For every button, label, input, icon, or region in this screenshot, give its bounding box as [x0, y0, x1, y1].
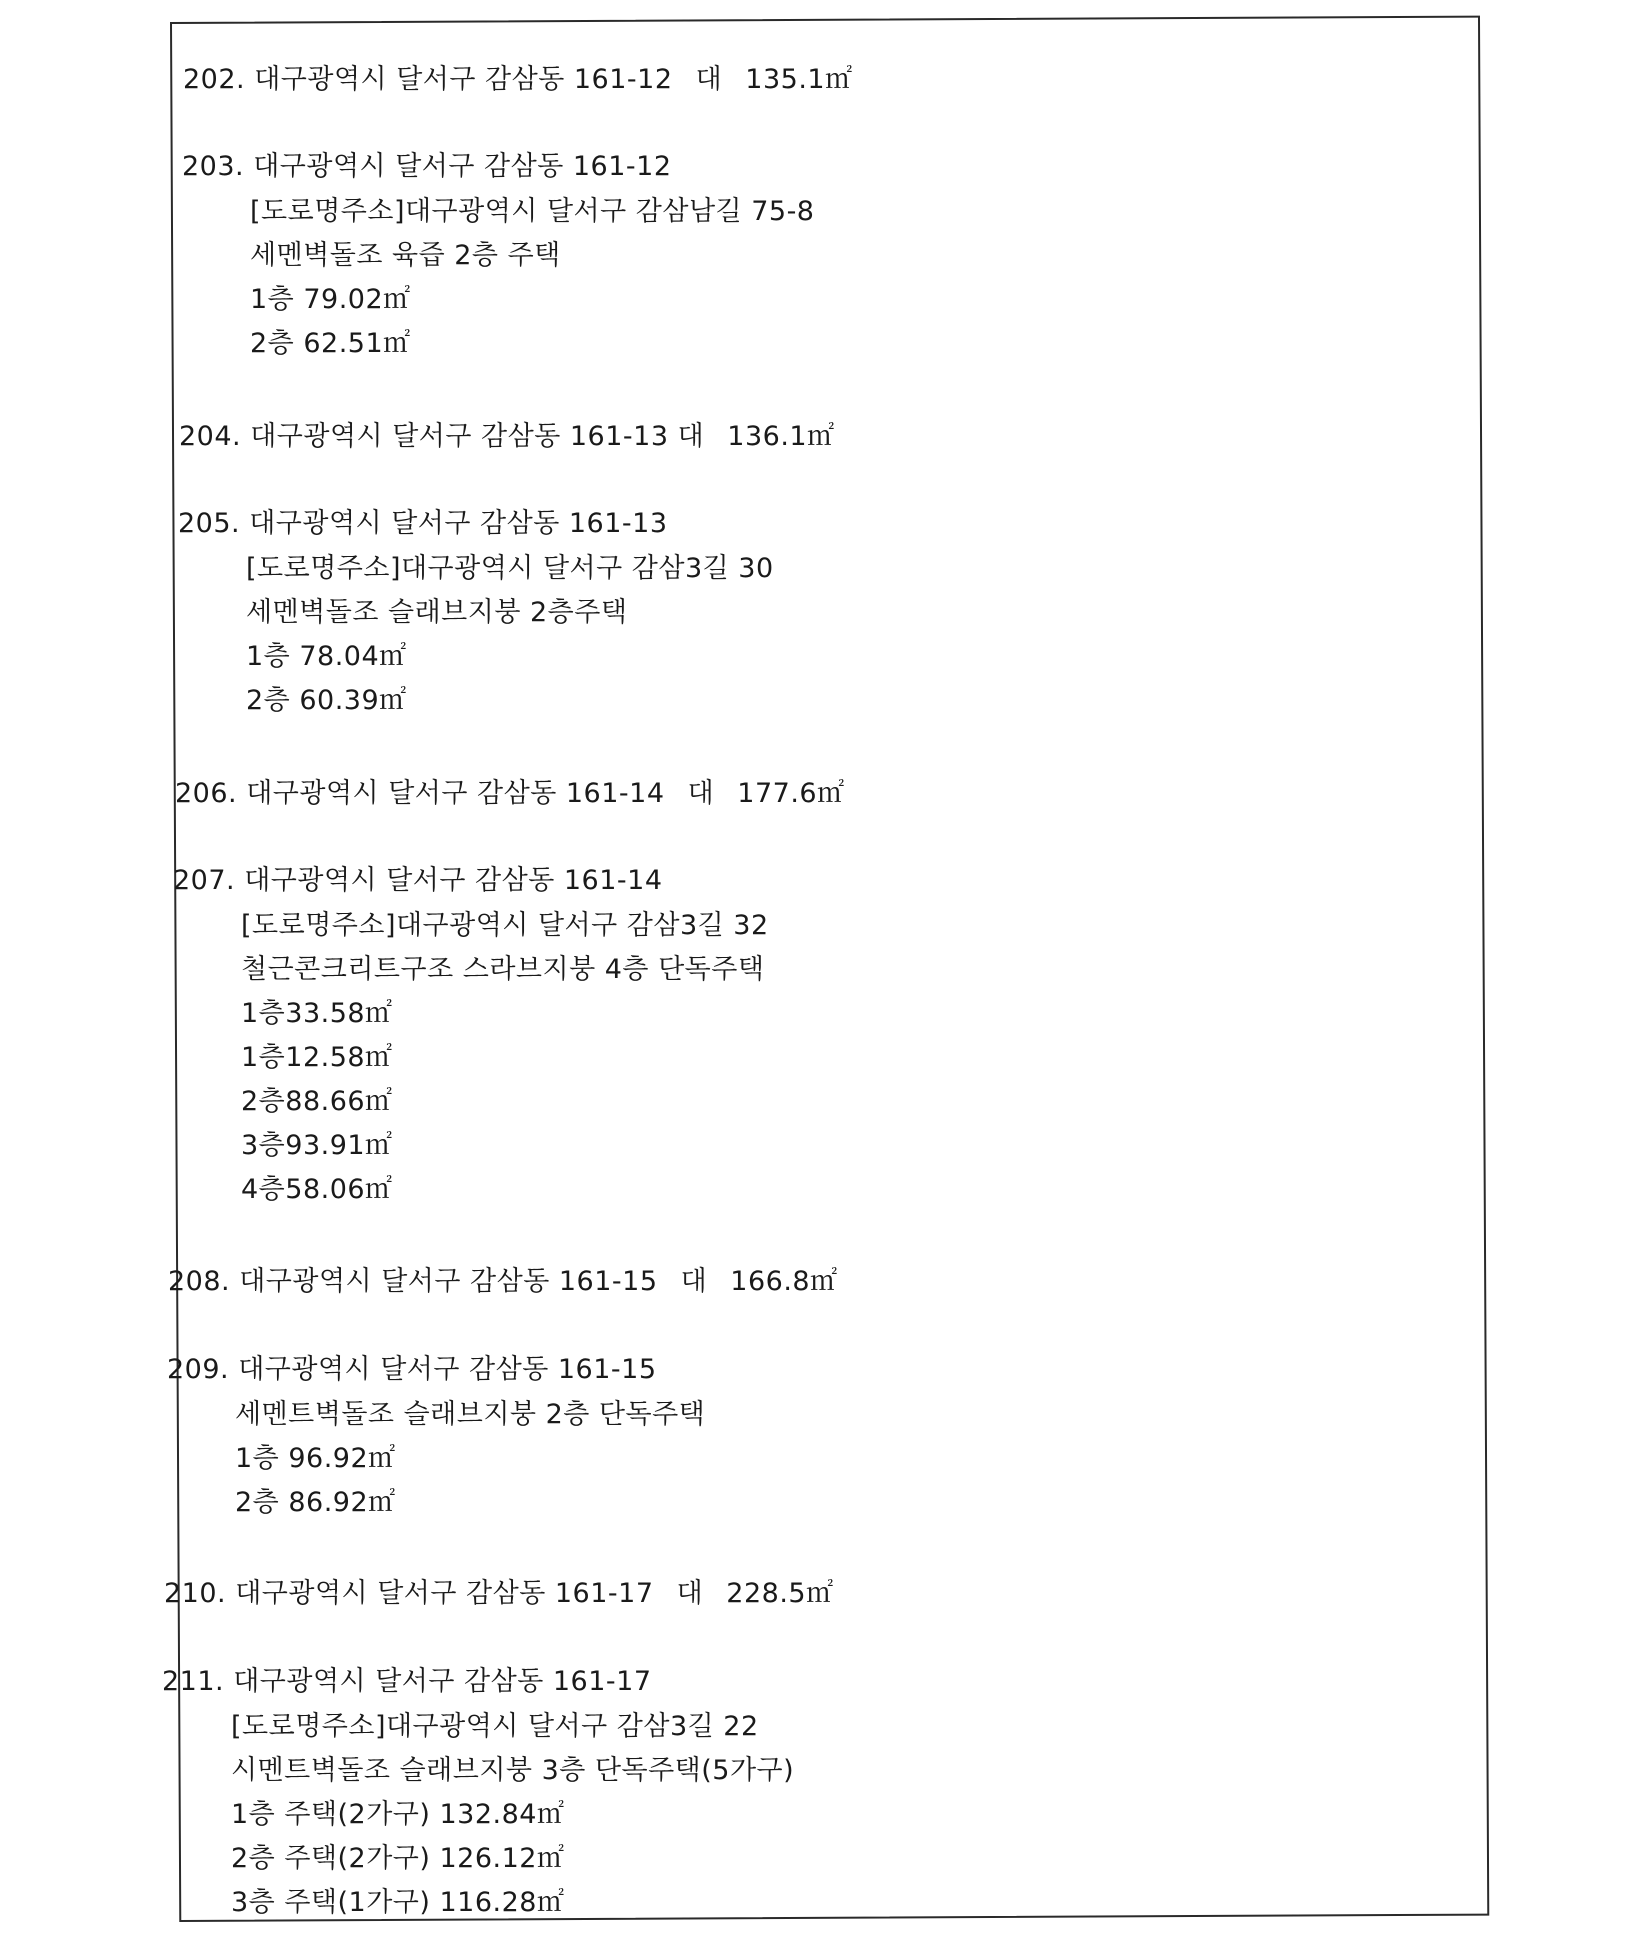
entry-207-line — [173, 864, 663, 898]
entry-number: 208. — [168, 1266, 231, 1297]
entry-detail: 철근콘크리트구조 스라브지붕 4층 단독주택 — [241, 954, 765, 985]
entry-detail: [도로명주소]대구광역시 달서구 감삼남길 75-8 — [250, 196, 815, 227]
entry-detail: [도로명주소]대구광역시 달서구 감삼3길 22 — [231, 1711, 759, 1742]
entry-number: 209. — [167, 1354, 230, 1385]
entry-detail: 1층 주택(2가구) 132.84㎡ — [231, 1799, 565, 1830]
entry-205-line — [178, 507, 668, 541]
entry-number: 203. — [182, 151, 245, 182]
entry-detail: 세멘벽돌조 슬래브지붕 2층주택 — [246, 597, 628, 628]
entry-address: 대구광역시 달서구 감삼동 161-12 — [254, 64, 673, 95]
entry-detail: 3층 주택(1가구) 116.28㎡ — [231, 1887, 565, 1918]
entry-210-line — [164, 1577, 834, 1611]
entry-detail: 2층 60.39㎡ — [246, 685, 407, 716]
entry-204-line — [179, 420, 835, 454]
entry-land-category: 대 — [680, 1266, 708, 1297]
entry-land-category: 대 — [677, 421, 705, 452]
entry-land-category: 대 — [695, 64, 723, 95]
entry-206-line — [175, 777, 845, 811]
entry-detail: 1층 79.02㎡ — [250, 284, 411, 315]
entry-detail: 1층 96.92㎡ — [235, 1443, 396, 1474]
entry-detail: 1층12.58㎡ — [241, 1042, 393, 1073]
entry-number: 207. — [173, 865, 236, 896]
entry-209-line — [167, 1353, 657, 1387]
entry-detail: 2층 주택(2가구) 126.12㎡ — [231, 1843, 565, 1874]
entry-211-line — [162, 1665, 652, 1699]
entry-address: 대구광역시 달서구 감삼동 161-15 — [239, 1266, 658, 1297]
entry-number: 206. — [175, 778, 238, 809]
entry-detail: 1층33.58㎡ — [241, 998, 393, 1029]
entry-detail: 4층58.06㎡ — [241, 1174, 393, 1205]
entry-address: 대구광역시 달서구 감삼동 161-14 — [244, 865, 663, 896]
entry-number: 202. — [183, 64, 246, 95]
entry-number: 211. — [162, 1666, 225, 1697]
entry-number: 204. — [179, 421, 242, 452]
entry-address: 대구광역시 달서구 감삼동 161-17 — [233, 1666, 652, 1697]
entry-address: 대구광역시 달서구 감삼동 161-14 — [246, 778, 665, 809]
entry-address: 대구광역시 달서구 감삼동 161-13 — [249, 508, 668, 539]
entry-address: 대구광역시 달서구 감삼동 161-17 — [235, 1578, 654, 1609]
entry-202-line — [183, 63, 853, 97]
entry-detail: 세멘트벽돌조 슬래브지붕 2층 단독주택 — [235, 1399, 706, 1430]
entry-detail: 2층 86.92㎡ — [235, 1487, 396, 1518]
entry-number: 205. — [178, 508, 241, 539]
entry-detail: [도로명주소]대구광역시 달서구 감삼3길 32 — [241, 910, 769, 941]
entry-address: 대구광역시 달서구 감삼동 161-13 — [250, 421, 669, 452]
entry-area: 177.6㎡ — [737, 778, 845, 809]
entry-address: 대구광역시 달서구 감삼동 161-12 — [253, 151, 672, 182]
entry-land-category: 대 — [676, 1578, 704, 1609]
entry-detail: 세멘벽돌조 육즙 2층 주택 — [250, 240, 561, 271]
entry-detail: 3층93.91㎡ — [241, 1130, 393, 1161]
entry-208-line — [168, 1265, 838, 1299]
entry-area: 135.1㎡ — [745, 64, 853, 95]
entry-detail: 2층88.66㎡ — [241, 1086, 393, 1117]
entry-detail: 1층 78.04㎡ — [246, 641, 407, 672]
entry-203-line — [182, 150, 672, 184]
entry-area: 136.1㎡ — [727, 421, 835, 452]
entry-number: 210. — [164, 1578, 227, 1609]
entry-area: 166.8㎡ — [730, 1266, 838, 1297]
entry-area: 228.5㎡ — [726, 1578, 834, 1609]
entry-land-category: 대 — [687, 778, 715, 809]
entry-detail: 2층 62.51㎡ — [250, 328, 411, 359]
entry-address: 대구광역시 달서구 감삼동 161-15 — [238, 1354, 657, 1385]
entry-detail: 시멘트벽돌조 슬래브지붕 3층 단독주택(5가구) — [231, 1755, 795, 1786]
entry-detail: [도로명주소]대구광역시 달서구 감삼3길 30 — [246, 553, 774, 584]
